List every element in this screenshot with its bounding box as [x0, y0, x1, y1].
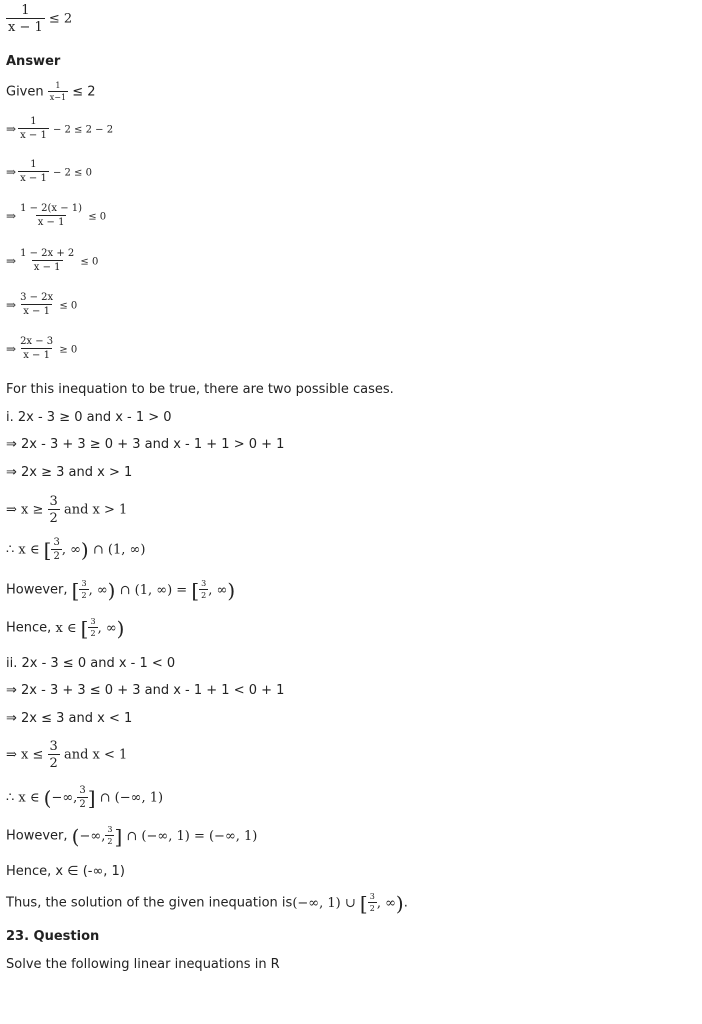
step-2 — [6, 160, 92, 184]
case2-frac-den: 2 — [49, 756, 58, 771]
interval-head: −∞, — [51, 790, 78, 806]
interval-den: 2 — [201, 591, 207, 600]
step-denominator: x − 1 — [20, 130, 47, 141]
however-label: However, — [6, 828, 68, 844]
step-3 — [6, 204, 106, 228]
step-numerator: 1 — [30, 116, 37, 127]
step-4 — [6, 249, 98, 273]
question-expression — [6, 4, 72, 34]
interval-num: 3 — [90, 617, 96, 626]
question-relation: ≤ 2 — [48, 11, 73, 27]
therefore-text: ∴ x ∈ — [6, 542, 40, 558]
step-5 — [6, 293, 77, 317]
implies-arrow: ⇒ — [6, 297, 17, 312]
step-6 — [6, 337, 77, 361]
step-numerator: 2x − 3 — [20, 336, 54, 347]
case1-hence-line: Hence, x ∈ [ $\frac{3}{2}$ , ∞) — [6, 616, 125, 640]
interval-num: 3 — [53, 537, 60, 548]
interval-tail: , ∞ — [88, 582, 108, 598]
step-rest: ≥ 0 — [59, 344, 78, 356]
given-line — [6, 82, 96, 102]
case2-line1: ii. 2x - 3 ≤ 0 and x - 1 < 0 — [6, 656, 176, 671]
answer-heading: Answer — [6, 54, 61, 69]
interval-num: 3 — [79, 785, 86, 796]
step-rest: ≤ 0 — [88, 211, 107, 223]
interval-den: 2 — [81, 591, 87, 600]
step-rest: ≤ 0 — [80, 256, 99, 268]
step-denominator: x − 1 — [23, 350, 50, 361]
given-numerator: 1 — [55, 81, 61, 90]
case2-line2: ⇒ 2x - 3 + 3 ≤ 0 + 3 and x - 1 + 1 < 0 + 1 — [6, 683, 285, 698]
interval-num: 3 — [81, 579, 87, 588]
intersect-text: ∩ (1, ∞) — [92, 542, 146, 558]
hence-label: Hence, — [6, 620, 52, 636]
interval-den: 2 — [369, 904, 375, 913]
case1-frac-num: 3 — [49, 494, 58, 509]
thus-expr-left: (−∞, 1) ∪ — [292, 895, 356, 911]
step-1 — [6, 117, 113, 141]
therefore-text: ∴ x ∈ — [6, 790, 40, 806]
step-denominator: x − 1 — [23, 306, 50, 317]
given-label: Given — [6, 84, 44, 100]
case1-frac-suffix: and x > 1 — [63, 502, 128, 518]
case1-however-line: However, [ $\frac{3}{2}$ , ∞) ∩ (1, ∞) = [ $\frac{3}{2}$ , ∞) — [6, 578, 236, 602]
step-rest: ≤ 0 — [59, 300, 78, 312]
question-numerator: 1 — [21, 3, 30, 18]
case1-fraction-line — [6, 495, 127, 525]
interval-den: 2 — [79, 799, 86, 810]
next-question-text: Solve the following linear inequations in R — [6, 957, 280, 972]
given-denominator: x−1 — [49, 93, 67, 102]
case2-fraction-line — [6, 740, 127, 770]
implies-arrow: ⇒ — [6, 341, 17, 356]
step-denominator: x − 1 — [20, 173, 47, 184]
step-numerator: 3 − 2x — [20, 292, 54, 303]
implies-arrow: ⇒ — [6, 164, 17, 179]
interval-tail: , ∞ — [97, 620, 117, 636]
given-relation: ≤ 2 — [72, 84, 96, 100]
interval-head: −∞, — [79, 828, 106, 844]
interval-num: 3 — [201, 579, 207, 588]
step-denominator: x − 1 — [33, 262, 61, 273]
case1-frac-den: 2 — [49, 511, 58, 526]
case2-frac-suffix: and x < 1 — [63, 747, 128, 763]
interval-den: 2 — [53, 551, 60, 562]
however-label: However, — [6, 582, 68, 598]
however-mid: ∩ (−∞, 1) = (−∞, 1) — [126, 828, 258, 844]
thus-label: Thus, the solution of the given inequation is — [6, 895, 293, 911]
question-denominator: x − 1 — [8, 20, 43, 35]
interval-tail: , ∞ — [208, 582, 228, 598]
implies-arrow: ⇒ — [6, 208, 17, 223]
interval-den: 2 — [90, 629, 96, 638]
cases-intro: For this inequation to be true, there are two possible cases. — [6, 382, 394, 397]
interval-tail: , ∞ — [376, 895, 396, 911]
step-numerator: 1 − 2x + 2 — [20, 248, 75, 259]
interval-tail: , ∞ — [61, 542, 81, 558]
implies-arrow: ⇒ — [6, 121, 17, 136]
intersect-text: ∩ (−∞, 1) — [99, 790, 164, 806]
step-rest: − 2 ≤ 2 − 2 — [52, 124, 114, 136]
case2-hence-line: Hence, x ∈ (-∞, 1) — [6, 864, 125, 879]
however-mid: ∩ (1, ∞) = — [119, 582, 188, 598]
step-numerator: 1 − 2(x − 1) — [20, 203, 83, 214]
step-denominator: x − 1 — [37, 217, 65, 228]
case2-frac-prefix: ⇒ x ≤ — [6, 747, 44, 763]
case2-frac-num: 3 — [49, 739, 58, 754]
interval-den: 2 — [107, 837, 113, 846]
case1-line2: ⇒ 2x - 3 + 3 ≥ 0 + 3 and x - 1 + 1 > 0 + 1 — [6, 437, 285, 452]
case1-frac-prefix: ⇒ x ≥ — [6, 502, 44, 518]
interval-num: 3 — [369, 892, 375, 901]
hence-x: x ∈ — [55, 620, 77, 636]
case2-therefore-line: ∴ x ∈ (−∞, $\frac{3}{2}$ ] ∩ (−∞, 1) — [6, 785, 164, 810]
step-rest: − 2 ≤ 0 — [52, 167, 92, 179]
interval-num: 3 — [107, 825, 113, 834]
next-question-heading: 23. Question — [6, 929, 100, 944]
solution-line: Thus, the solution of the given inequation is(−∞, 1) ∪ [ $\frac{3}{2}$ , ∞). — [6, 891, 408, 915]
case1-line3: ⇒ 2x ≥ 3 and x > 1 — [6, 465, 133, 480]
thus-end: . — [403, 895, 408, 911]
case2-however-line: However, (−∞, $\frac{3}{2}$ ] ∩ (−∞, 1) = (−∞, 1) — [6, 824, 258, 848]
case2-line3: ⇒ 2x ≤ 3 and x < 1 — [6, 711, 133, 726]
case1-line1: i. 2x - 3 ≥ 0 and x - 1 > 0 — [6, 410, 172, 425]
step-numerator: 1 — [30, 159, 37, 170]
implies-arrow: ⇒ — [6, 253, 17, 268]
case1-therefore-line: ∴ x ∈ [ $\frac{3}{2}$ , ∞) ∩ (1, ∞) — [6, 537, 146, 562]
